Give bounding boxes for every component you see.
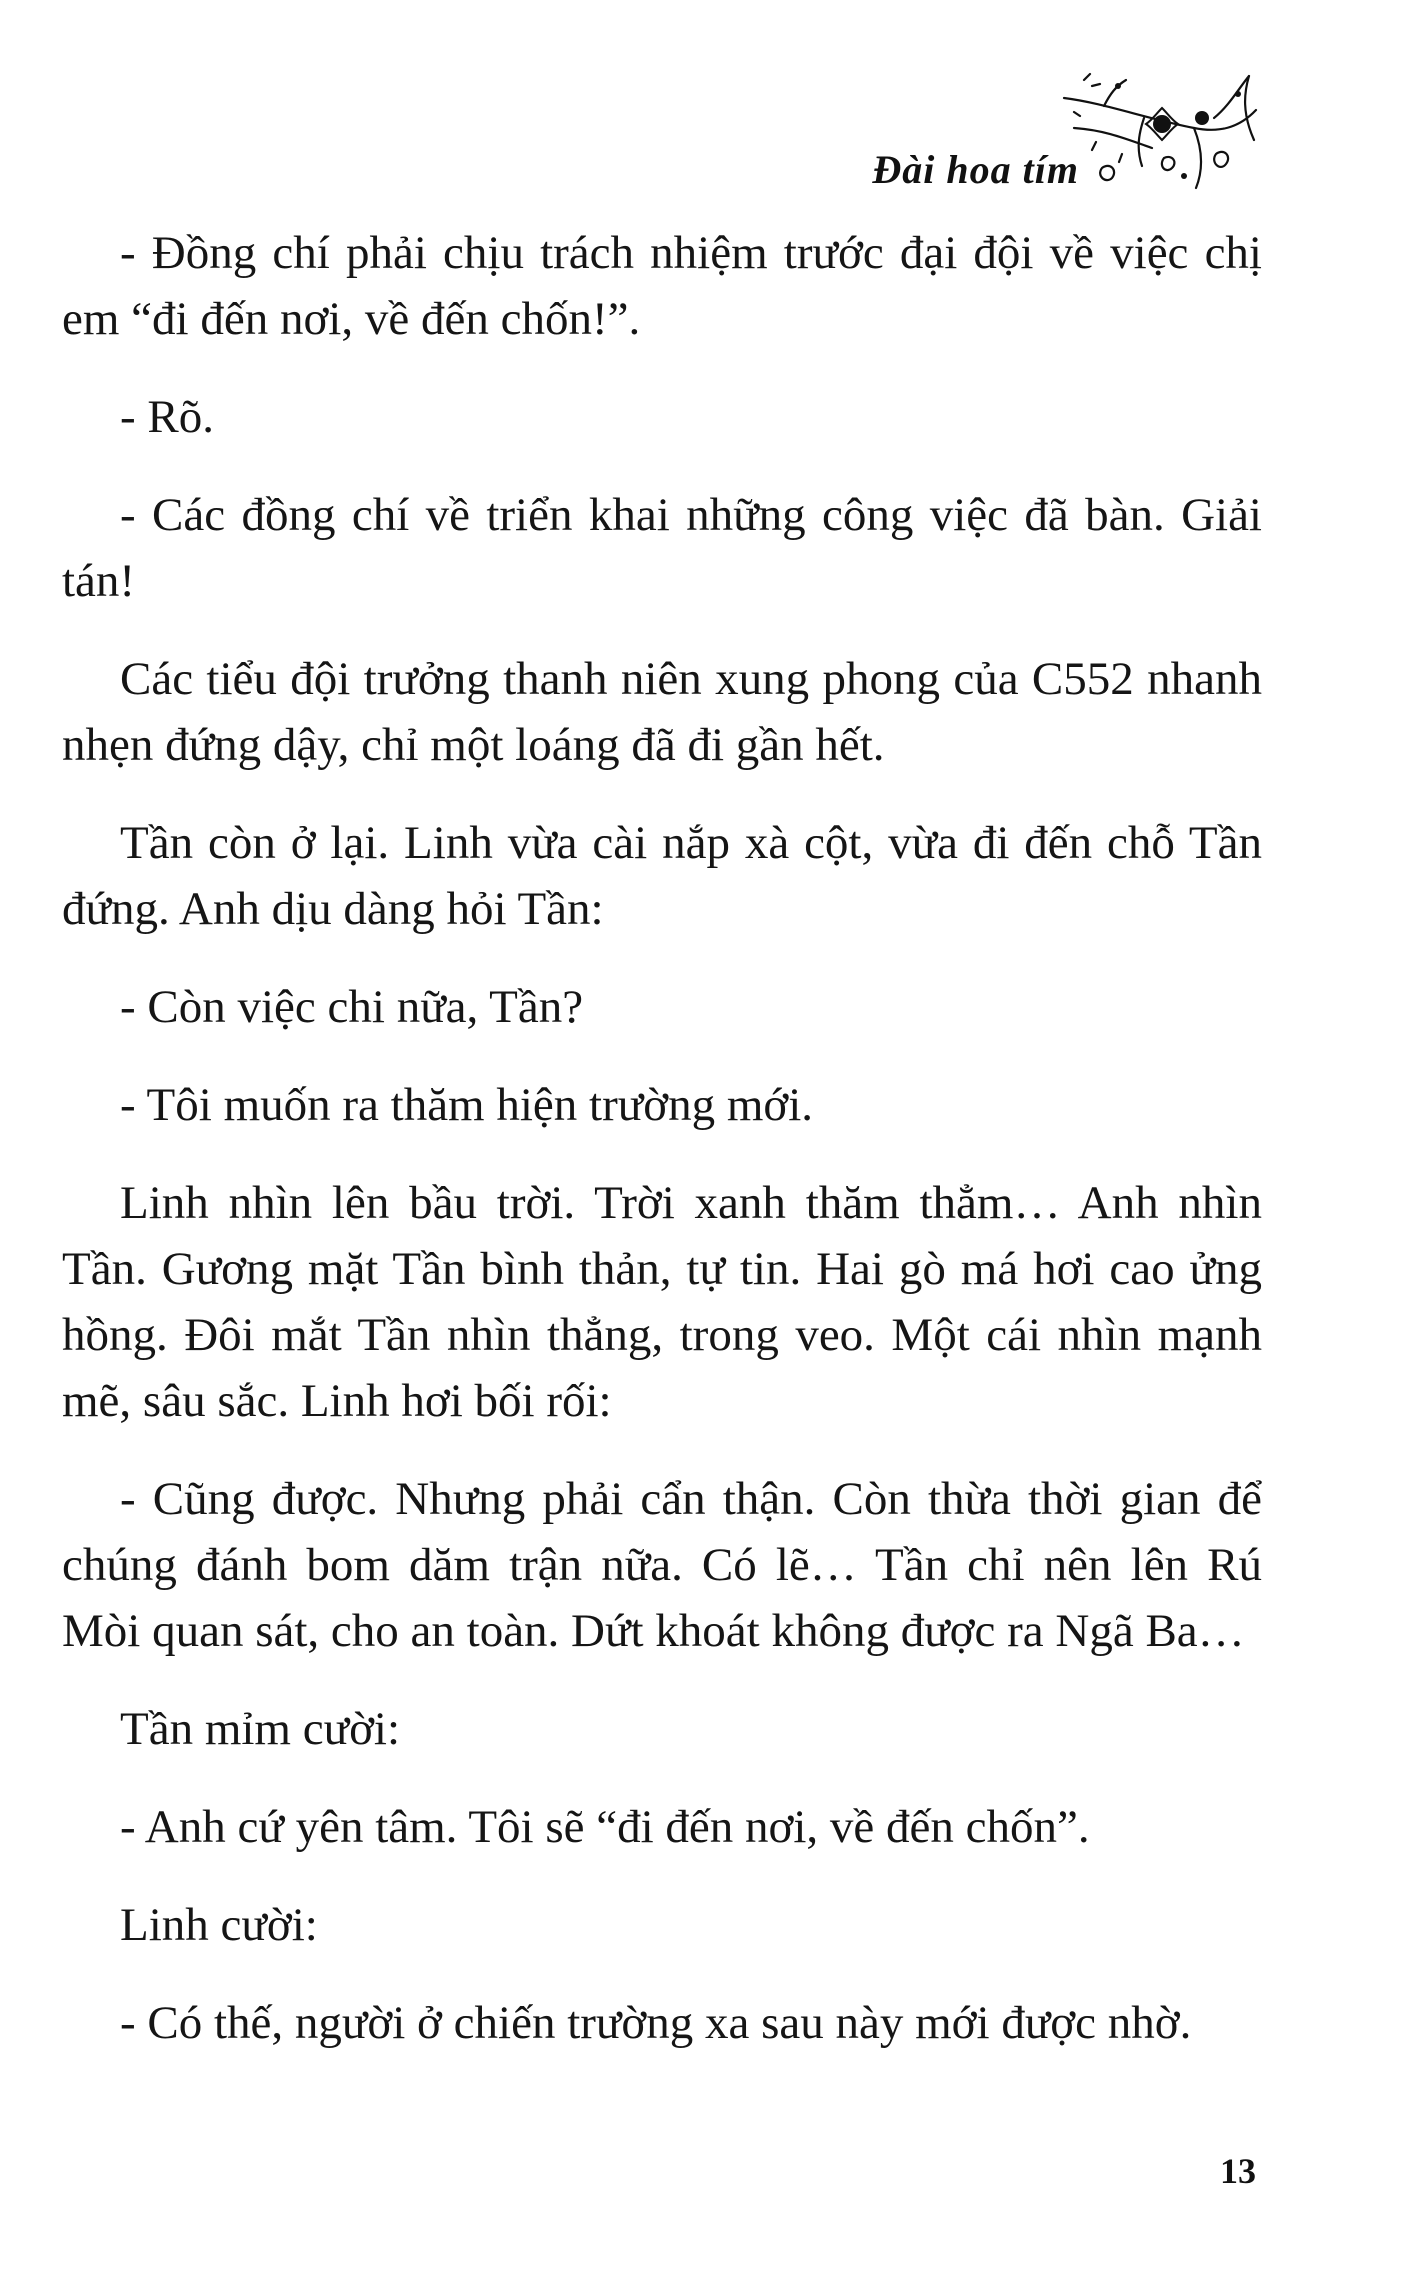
paragraph: - Có thế, người ở chiến trường xa sau này mới được nhờ. [120,1997,1192,2049]
paragraph: - Tôi muốn ra thăm hiện trường mới. [120,1079,814,1131]
paragraph: Tần mỉm cười: [120,1703,401,1755]
running-header [794,58,1264,208]
paragraph: - Rõ. [120,391,214,443]
page-number: 13 [1220,2151,1256,2191]
header-title: Đài hoa tím [872,147,1079,192]
paragraph: - Cũng được. Nhưng phải cẩn thận. Còn thừa thời gian để chúng đánh bom dăm trận nữa. Có lẽ… Tần chỉ nên lên Rú Mòi quan sát, cho an toàn. Dứt khoát không được ra Ngã Ba… [62,1473,1262,1657]
paragraph: Linh cười: [120,1899,318,1951]
body-text [62,220,1262,2088]
paragraph: Các tiểu đội trưởng thanh niên xung phong của C552 nhanh nhẹn đứng dậy, chỉ một loáng đã đi gần hết. [62,653,1262,771]
paragraph: - Còn việc chi nữa, Tần? [120,981,584,1033]
paragraph: - Anh cứ yên tâm. Tôi sẽ “đi đến nơi, về đến chốn”. [120,1801,1090,1853]
paragraph: Tần còn ở lại. Linh vừa cài nắp xà cột, vừa đi đến chỗ Tần đứng. Anh dịu dàng hỏi Tần: [62,817,1262,935]
paragraph: - Các đồng chí về triển khai những công việc đã bàn. Giải tán! [62,489,1262,607]
paragraph: Linh nhìn lên bầu trời. Trời xanh thăm thẳm… Anh nhìn Tần. Gương mặt Tần bình thản, tự tin. Hai gò má hơi cao ửng hồng. Đôi mắt Tần nhìn thẳng, trong veo. Một cái nhìn mạnh mẽ, sâu sắc. Linh hơi bối rối: [62,1177,1262,1427]
paragraph: - Đồng chí phải chịu trách nhiệm trước đại đội về việc chị em “đi đến nơi, về đến chốn!”. [62,227,1262,345]
